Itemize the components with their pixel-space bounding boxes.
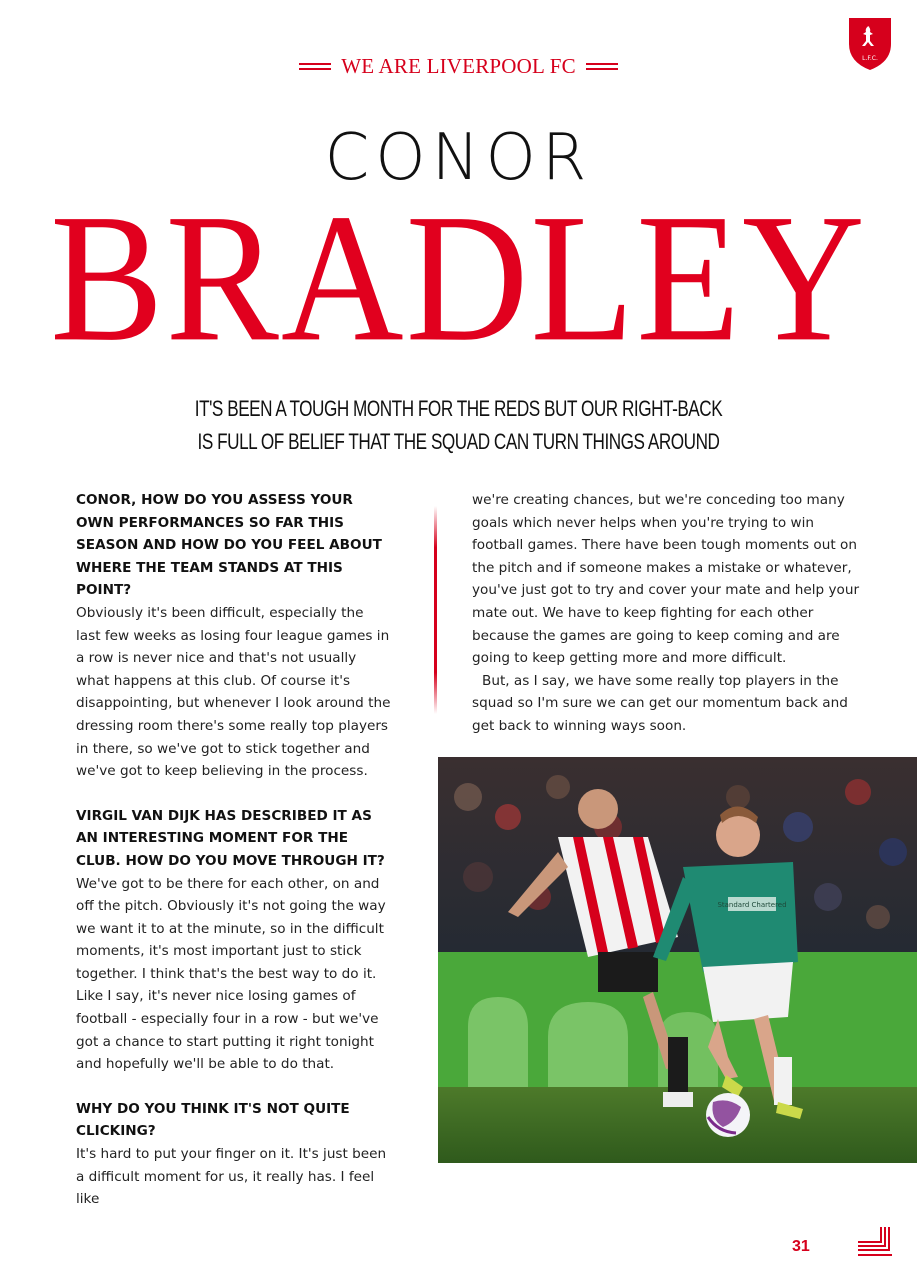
standfirst bbox=[0, 392, 917, 458]
question-2: VIRGIL VAN DIJK HAS DESCRIBED IT AS AN INTERESTING MOMENT FOR THE CLUB. HOW DO YOU MOVE THROUGH IT? bbox=[76, 807, 385, 869]
football bbox=[706, 1093, 750, 1137]
section-label bbox=[0, 54, 917, 79]
standfirst-line-1: IT'S BEEN A TOUGH MONTH FOR THE REDS BUT OUR RIGHT-BACK bbox=[194, 396, 723, 421]
match-photo bbox=[438, 757, 917, 1163]
sponsor-text: Standard Chartered bbox=[717, 901, 787, 909]
question-1: CONOR, HOW DO YOU ASSESS YOUR OWN PERFORMANCES SO FAR THIS SEASON AND HOW DO YOU FEEL ABOUT WHERE THE TEAM STANDS AT THIS POINT? bbox=[76, 492, 382, 599]
crest-text: L.F.C. bbox=[862, 55, 878, 62]
answer-2: We've got to be there for each other, on and off the pitch. Obviously it's not going the way we want it to at the minute, so in the difficult moments, it's most important just to stick together. I think that's the best way to do it. Like I say, it's never nice losing games of football - especially four in a row - but we've got a chance to start putting it right tonight and hopefully we'll be able to do that. bbox=[76, 875, 386, 1073]
match-photo-illustration bbox=[438, 757, 917, 1163]
answer-3: It's hard to put your finger on it. It's just been a difficult moment for us, it really has. I feel like bbox=[76, 1146, 387, 1208]
title-first-name: CONOR bbox=[324, 121, 593, 195]
article-column-left bbox=[76, 489, 392, 1233]
page-corner-mark-icon bbox=[858, 1227, 892, 1257]
answer-4: But, as I say, we have some really top players in the squad so I'm sure we can get our momentum back and get back to winning ways soon. bbox=[472, 672, 848, 734]
answer-3-continued: we're creating chances, but we're conceding too many goals which never helps when you're trying to win football games. There have been tough moments out on the pitch and if someone makes a mistake or whatever, you've just got to try and cover your mate and help your mate out. We have to keep fighting for each other because the games are going to keep coming and are going to keep getting more and more difficult. bbox=[472, 492, 860, 667]
label-rule-left bbox=[299, 63, 331, 70]
label-rule-right bbox=[586, 63, 618, 70]
standfirst-line-2: IS FULL OF BELIEF THAT THE SQUAD CAN TURN THINGS AROUND bbox=[197, 429, 720, 454]
answer-1: Obviously it's been difficult, especially the last few weeks as losing four league games in a row is never nice and that's not usually what happens at this club. Of course it's disappointing, but whenever I look around the dressing room there's some really top players in there, so we've got to stick together and we've got to keep believing in the process. bbox=[76, 604, 391, 780]
title-last-name: BRADLEY bbox=[50, 176, 867, 380]
column-divider bbox=[434, 506, 437, 714]
section-label-text: WE ARE LIVERPOOL FC bbox=[341, 54, 576, 78]
page-number: 31 bbox=[792, 1238, 810, 1255]
question-3: WHY DO YOU THINK IT'S NOT QUITE CLICKING? bbox=[76, 1100, 350, 1140]
article-column-right bbox=[472, 489, 860, 738]
